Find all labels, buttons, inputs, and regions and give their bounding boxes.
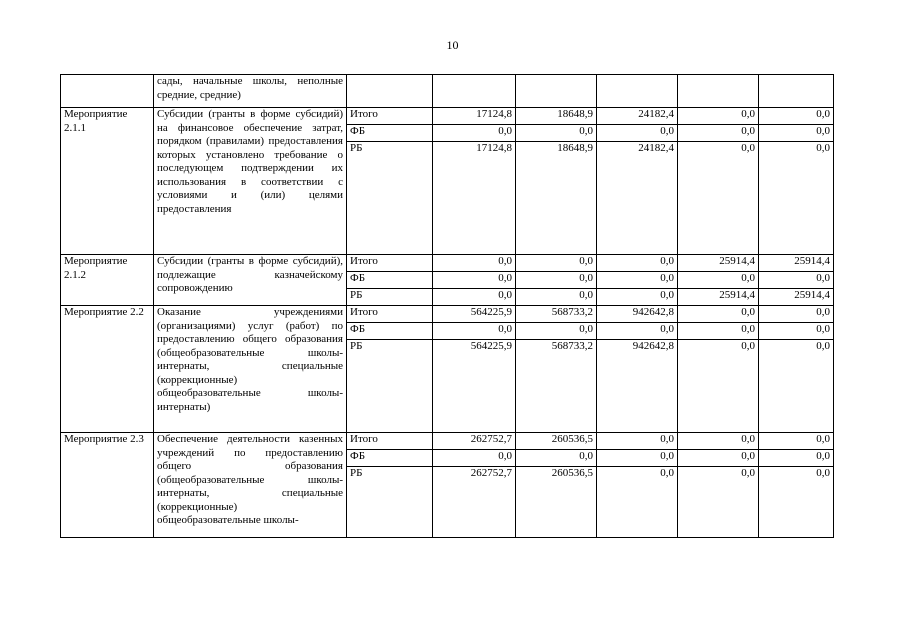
value-cell: 17124,8 [433,142,516,255]
value-cell: 564225,9 [433,340,516,433]
value-cell: 0,0 [516,323,597,340]
value-cell: 17124,8 [433,108,516,125]
measure-description: Оказание учреждениями (организациями) услуг (работ) по предоставлению общего образования (общеобразовательные школы-интернаты, специальные (коррекционные) общеобразовательные школы-интернаты) [154,306,347,433]
value-cell: 0,0 [516,450,597,467]
value-cell: 18648,9 [516,108,597,125]
measure-name: Мероприятие 2.2 [61,306,154,433]
value-cell: 0,0 [597,467,678,538]
value-cell: 0,0 [678,433,759,450]
value-cell: 0,0 [678,142,759,255]
value-cell: 262752,7 [433,433,516,450]
value-cell: 25914,4 [678,255,759,272]
budget-table [60,74,834,538]
value-cell [759,75,834,108]
name-cell [61,75,154,108]
value-cell [516,75,597,108]
value-cell: 0,0 [597,272,678,289]
value-cell: 0,0 [516,125,597,142]
funding-source-label: РБ [347,340,433,433]
value-cell: 0,0 [597,450,678,467]
value-cell: 0,0 [759,433,834,450]
value-cell: 0,0 [433,272,516,289]
measure-description: Субсидии (гранты в форме субсидий), подлежащие казначейскому сопровождению [154,255,347,306]
value-cell: 0,0 [759,450,834,467]
value-cell: 260536,5 [516,467,597,538]
value-cell: 0,0 [759,272,834,289]
value-cell: 0,0 [597,433,678,450]
value-cell: 0,0 [678,108,759,125]
value-cell: 260536,5 [516,433,597,450]
value-cell: 0,0 [759,108,834,125]
desc-cell: сады, начальные школы, неполные средние, средние) [154,75,347,108]
funding-source-label: ФБ [347,272,433,289]
value-cell: 0,0 [678,340,759,433]
value-cell: 0,0 [759,323,834,340]
funding-source-label: РБ [347,467,433,538]
funding-source-label: РБ [347,142,433,255]
value-cell: 0,0 [516,289,597,306]
table-row [61,433,834,450]
value-cell: 0,0 [759,467,834,538]
funding-source-label: Итого [347,108,433,125]
value-cell: 0,0 [433,450,516,467]
value-cell: 942642,8 [597,306,678,323]
value-cell: 24182,4 [597,142,678,255]
value-cell: 262752,7 [433,467,516,538]
value-cell: 0,0 [516,255,597,272]
value-cell: 0,0 [759,142,834,255]
value-cell: 0,0 [759,340,834,433]
value-cell: 942642,8 [597,340,678,433]
value-cell: 0,0 [678,125,759,142]
table-row [61,306,834,323]
value-cell: 0,0 [433,125,516,142]
table-row [61,108,834,125]
value-cell: 0,0 [678,450,759,467]
value-cell: 24182,4 [597,108,678,125]
label-cell [347,75,433,108]
value-cell: 0,0 [678,323,759,340]
funding-source-label: ФБ [347,450,433,467]
funding-source-label: Итого [347,306,433,323]
value-cell: 0,0 [597,323,678,340]
value-cell [433,75,516,108]
value-cell: 0,0 [759,306,834,323]
measure-description: Субсидии (гранты в форме субсидий) на финансовое обеспечение затрат, порядком (правилами) предоставления которых установлено требование о последующем подтверждении их использования в соответствии с условиями и (или) целями предоставления [154,108,347,255]
value-cell: 0,0 [678,306,759,323]
value-cell: 568733,2 [516,306,597,323]
table-body [61,75,834,538]
funding-source-label: Итого [347,433,433,450]
funding-source-label: ФБ [347,323,433,340]
value-cell: 0,0 [678,272,759,289]
funding-source-label: ФБ [347,125,433,142]
measure-name: Мероприятие 2.1.2 [61,255,154,306]
value-cell [597,75,678,108]
value-cell: 25914,4 [759,255,834,272]
value-cell: 0,0 [433,289,516,306]
table-row [61,255,834,272]
measure-name: Мероприятие 2.1.1 [61,108,154,255]
value-cell: 0,0 [433,323,516,340]
value-cell [678,75,759,108]
measure-description: Обеспечение деятельности казенных учреждений по предоставлению общего образования (общеобразовательные школы-интернаты, специальные (коррекционные) общеобразовательные школы- [154,433,347,538]
value-cell: 0,0 [759,125,834,142]
value-cell: 568733,2 [516,340,597,433]
value-cell: 18648,9 [516,142,597,255]
measure-name: Мероприятие 2.3 [61,433,154,538]
value-cell: 25914,4 [678,289,759,306]
value-cell: 564225,9 [433,306,516,323]
value-cell: 0,0 [678,467,759,538]
value-cell: 25914,4 [759,289,834,306]
page-number: 10 [446,38,459,52]
value-cell: 0,0 [597,125,678,142]
value-cell: 0,0 [433,255,516,272]
funding-source-label: Итого [347,255,433,272]
funding-source-label: РБ [347,289,433,306]
continuation-row [61,75,834,108]
value-cell: 0,0 [597,289,678,306]
value-cell: 0,0 [597,255,678,272]
value-cell: 0,0 [516,272,597,289]
